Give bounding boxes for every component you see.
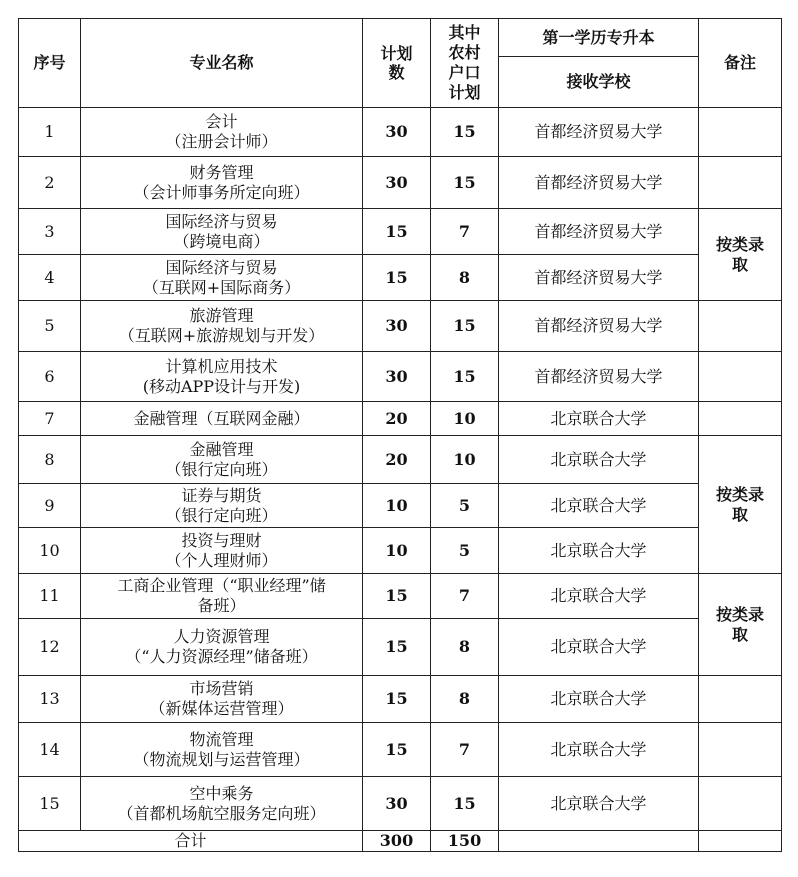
row-major-line: （个人理财师） (165, 550, 278, 570)
row-rural: 8 (431, 619, 499, 676)
table-row (19, 108, 782, 157)
row-school: 北京联合大学 (499, 676, 699, 723)
row-school: 北京联合大学 (499, 777, 699, 831)
row-plan: 30 (363, 777, 431, 831)
table-row (19, 157, 782, 209)
row-plan: 10 (363, 528, 431, 574)
row-remark (699, 436, 782, 574)
header-rural-line-3: 户口 (448, 63, 481, 82)
row-major-line: （互联网+国际商务） (142, 277, 301, 297)
row-plan: 30 (363, 108, 431, 157)
row-major-line: 物流管理 (189, 729, 254, 749)
row-plan: 15 (363, 255, 431, 301)
row-school: 首都经济贸易大学 (499, 157, 699, 209)
row-remark (699, 301, 782, 352)
row-remark (699, 402, 782, 436)
row-seq: 14 (19, 723, 81, 777)
total-school (499, 831, 699, 852)
header-degree: 第一学历专升本 (499, 19, 699, 57)
row-remark (699, 209, 782, 301)
table-row (19, 436, 782, 484)
row-seq: 8 (19, 436, 81, 484)
row-seq: 2 (19, 157, 81, 209)
row-seq: 5 (19, 301, 81, 352)
header-plan (363, 19, 431, 108)
row-seq: 6 (19, 352, 81, 402)
row-seq: 15 (19, 777, 81, 831)
row-plan: 30 (363, 352, 431, 402)
header-school: 接收学校 (499, 57, 699, 108)
row-plan: 20 (363, 436, 431, 484)
remark-line: 取 (731, 254, 748, 274)
row-major-line: （“人力资源经理”储备班） (125, 647, 318, 666)
row-seq: 11 (19, 574, 81, 619)
row-major (81, 402, 363, 436)
row-major-line: （新媒体运营管理） (149, 699, 294, 718)
table-row (19, 777, 782, 831)
row-rural: 10 (431, 436, 499, 484)
table-row (19, 402, 782, 436)
row-school: 首都经济贸易大学 (499, 255, 699, 301)
row-major-line: 计算机应用技术 (165, 356, 278, 376)
row-rural: 10 (431, 402, 499, 436)
row-major-line: （注册会计师） (165, 132, 278, 151)
table-row (19, 574, 782, 619)
total-rural: 150 (431, 831, 499, 852)
row-seq: 10 (19, 528, 81, 574)
table-row (19, 676, 782, 723)
header-rural-line-1: 其中 (448, 23, 481, 42)
row-major (81, 209, 363, 255)
row-school: 首都经济贸易大学 (499, 108, 699, 157)
row-remark (699, 352, 782, 402)
row-remark (699, 676, 782, 723)
row-remark (699, 574, 782, 676)
row-rural: 15 (431, 352, 499, 402)
row-major (81, 157, 363, 209)
row-rural: 7 (431, 723, 499, 777)
row-seq: 7 (19, 402, 81, 436)
row-plan: 30 (363, 157, 431, 209)
table-row (19, 352, 782, 402)
row-major-line: 财务管理 (189, 162, 254, 182)
row-seq: 1 (19, 108, 81, 157)
header-rural-line-2: 农村 (448, 43, 481, 62)
row-remark (699, 777, 782, 831)
row-major (81, 676, 363, 723)
row-seq: 13 (19, 676, 81, 723)
row-rural: 15 (431, 777, 499, 831)
row-rural: 8 (431, 676, 499, 723)
row-major-line: 金融管理（互联网金融） (133, 408, 310, 428)
table-row (19, 301, 782, 352)
row-plan: 15 (363, 209, 431, 255)
row-school: 首都经济贸易大学 (499, 209, 699, 255)
row-seq: 12 (19, 619, 81, 676)
row-major-line: 工商企业管理（“职业经理”储 (117, 576, 326, 595)
row-rural: 15 (431, 301, 499, 352)
row-remark (699, 723, 782, 777)
row-major-line: （互联网+旅游规划与开发） (118, 326, 325, 345)
row-major-line: 国际经济与贸易 (165, 211, 278, 231)
row-major-line: 投资与理财 (181, 530, 262, 550)
row-seq: 4 (19, 255, 81, 301)
row-major-line: 旅游管理 (189, 306, 254, 325)
table-row (19, 723, 782, 777)
row-major (81, 528, 363, 574)
row-major-line: （银行定向班） (165, 505, 278, 525)
remark-line: 按类录 (715, 484, 764, 504)
row-major-line: 市场营销 (189, 679, 254, 698)
row-plan: 15 (363, 676, 431, 723)
remark-line: 取 (731, 624, 748, 644)
row-school: 首都经济贸易大学 (499, 352, 699, 402)
table-row (19, 209, 782, 255)
row-major-line: 空中乘务 (189, 783, 254, 803)
row-plan: 15 (363, 723, 431, 777)
row-major (81, 108, 363, 157)
row-seq: 9 (19, 484, 81, 528)
row-major (81, 619, 363, 676)
row-seq: 3 (19, 209, 81, 255)
row-rural: 5 (431, 484, 499, 528)
row-school: 北京联合大学 (499, 484, 699, 528)
row-major-line: 备班） (197, 596, 246, 615)
row-major (81, 723, 363, 777)
row-major (81, 484, 363, 528)
row-major (81, 436, 363, 484)
remark-line: 按类录 (715, 604, 764, 624)
row-major-line: (移动APP设计与开发) (142, 376, 301, 396)
table-row (19, 528, 782, 574)
row-major-line: 证券与期货 (181, 485, 262, 505)
row-rural: 8 (431, 255, 499, 301)
row-major-line: 金融管理 (189, 439, 254, 459)
row-major-line: （银行定向班） (165, 459, 278, 479)
row-major-line: （会计师事务所定向班） (133, 182, 310, 202)
row-rural: 15 (431, 108, 499, 157)
total-label: 合计 (19, 831, 363, 852)
row-major (81, 301, 363, 352)
row-major-line: 人力资源管理 (173, 627, 270, 646)
row-school: 北京联合大学 (499, 402, 699, 436)
row-major-line: （跨境电商） (173, 231, 270, 251)
remark-line: 按类录 (715, 234, 764, 254)
row-remark (699, 108, 782, 157)
row-school: 首都经济贸易大学 (499, 301, 699, 352)
header-plan-text: 计划数 (380, 43, 413, 82)
row-major (81, 574, 363, 619)
table-row (19, 484, 782, 528)
table-row (19, 255, 782, 301)
row-school: 北京联合大学 (499, 619, 699, 676)
header-major: 专业名称 (81, 19, 363, 108)
row-plan: 10 (363, 484, 431, 528)
row-school: 北京联合大学 (499, 723, 699, 777)
total-plan: 300 (363, 831, 431, 852)
row-major-line: 国际经济与贸易 (165, 257, 278, 277)
row-rural: 5 (431, 528, 499, 574)
row-plan: 30 (363, 301, 431, 352)
row-remark (699, 157, 782, 209)
table-row (19, 619, 782, 676)
row-school: 北京联合大学 (499, 574, 699, 619)
row-major (81, 255, 363, 301)
row-plan: 15 (363, 574, 431, 619)
total-remark (699, 831, 782, 852)
row-plan: 20 (363, 402, 431, 436)
row-major (81, 352, 363, 402)
header-rural-line-4: 计划 (448, 83, 481, 102)
enrollment-plan-table (18, 18, 782, 852)
row-school: 北京联合大学 (499, 436, 699, 484)
header-rural (431, 19, 499, 108)
row-major-line: 会计 (205, 112, 238, 131)
header-remark: 备注 (699, 19, 782, 108)
header-seq: 序号 (19, 19, 81, 108)
row-major (81, 777, 363, 831)
row-rural: 7 (431, 574, 499, 619)
total-row (19, 831, 782, 852)
remark-line: 取 (731, 504, 748, 524)
row-major-line: （物流规划与运营管理） (133, 749, 310, 769)
row-plan: 15 (363, 619, 431, 676)
row-major-line: （首都机场航空服务定向班） (117, 803, 326, 823)
row-rural: 7 (431, 209, 499, 255)
row-school: 北京联合大学 (499, 528, 699, 574)
row-rural: 15 (431, 157, 499, 209)
